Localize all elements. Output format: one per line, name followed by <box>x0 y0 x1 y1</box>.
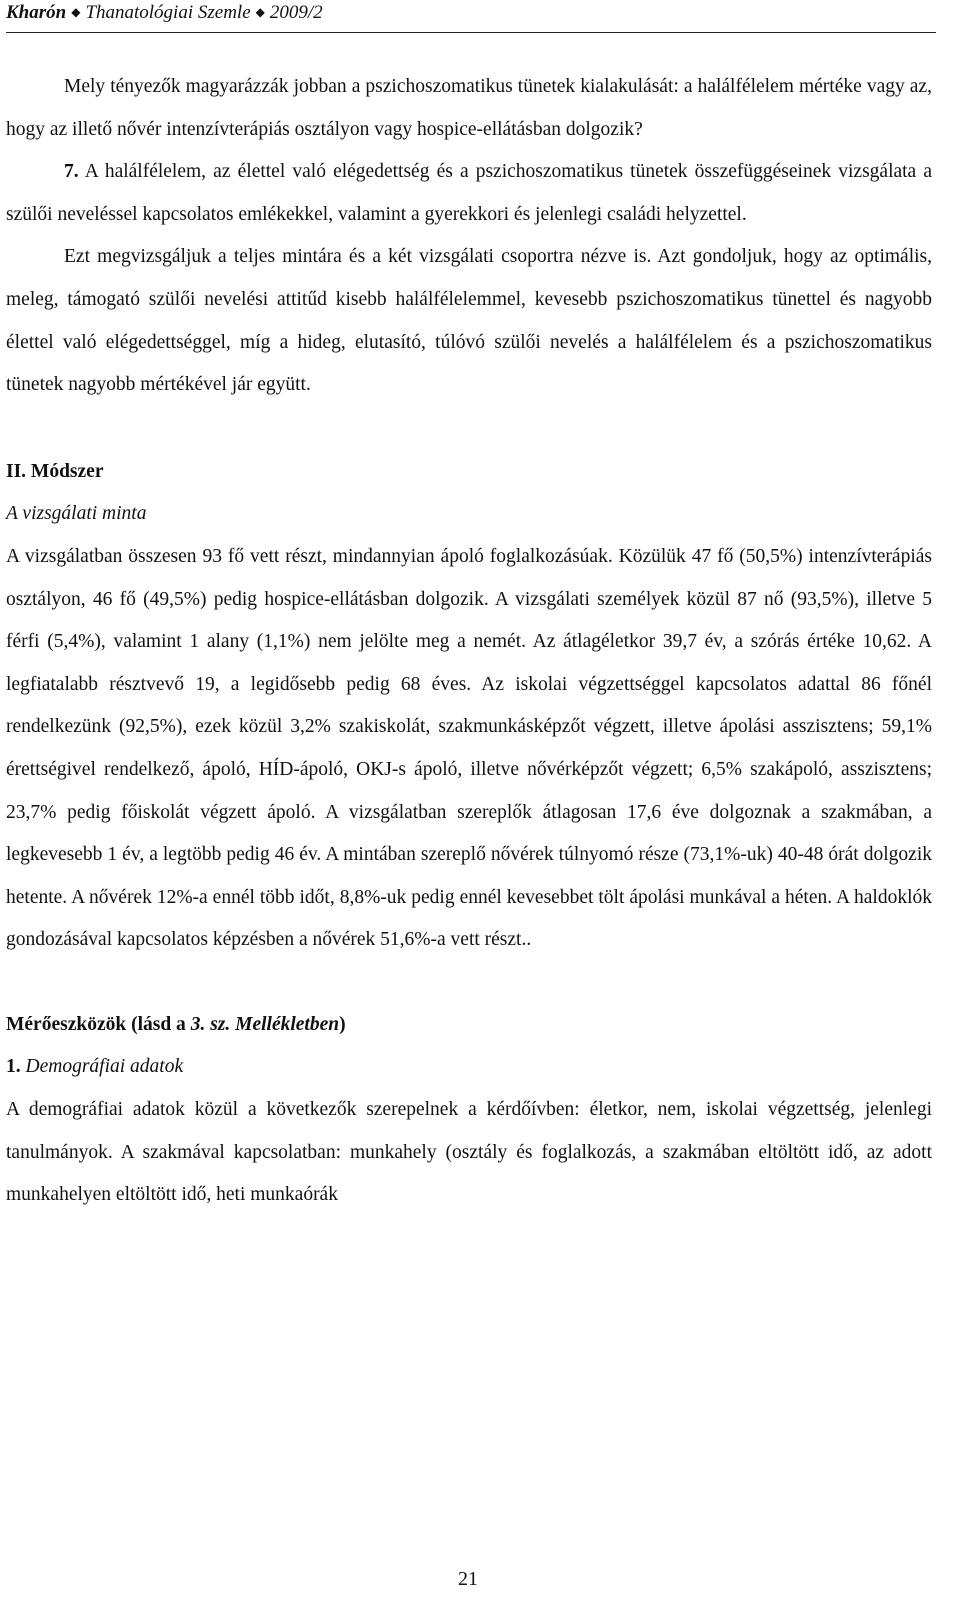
section-spacer <box>6 962 932 1004</box>
paragraph-question-7 <box>6 151 932 236</box>
section-heading-instruments <box>6 1004 932 1047</box>
instruments-heading-appendix: 3. sz. Mellékletben <box>190 1013 340 1035</box>
journal-subtitle: Thanatológiai Szemle <box>85 2 251 23</box>
paragraph-demographics: A demográfiai adatok közül a következők szerepelnek a kérdőívben: életkor, nem, iskolai végzettség, jelenlegi tanulmányok. A szakmával kapcsolatban: munkahely (osztály és foglalkozás, a szakmában eltöltött idő, az adott munkahelyen eltöltött idő, heti munkaórák <box>6 1099 932 1206</box>
diamond-separator-icon: ◆ <box>255 5 265 19</box>
question-number: 7. <box>64 161 79 183</box>
subsection-number: 1. <box>6 1056 21 1078</box>
subheading-demographics <box>6 1046 932 1089</box>
page-number: 21 <box>458 1568 478 1590</box>
subsection-title: Demográfiai adatok <box>25 1056 184 1078</box>
journal-issue: 2009/2 <box>269 2 323 23</box>
diamond-separator-icon: ◆ <box>71 5 81 19</box>
subheading-sample: A vizsgálati minta <box>6 503 147 525</box>
question-7-text: A halálfélelem, az élettel való elégedettség és a pszichoszomatikus tünetek összefüggéseinek vizsgálata a szülői neveléssel kapcsolatos emlékekkel, valamint a gyerekkori és jelenlegi családi helyzettel. <box>6 161 932 225</box>
page-content <box>6 66 932 1217</box>
journal-name: Kharón <box>6 2 67 23</box>
instruments-heading-suffix: ) <box>339 1013 346 1035</box>
paragraph-question-6: Mely tényezők magyarázzák jobban a pszichoszomatikus tünetek kialakulását: a halálfélelem mértéke vagy az, hogy az illető nővér intenzívterápiás osztályon vagy hospice-ellátásban dolgozik? <box>6 76 932 140</box>
paragraph-sample-description: A vizsgálatban összesen 93 fő vett részt, mindannyian ápoló foglalkozásúak. Közülük 47 fő (50,5%) intenzívterápiás osztályon, 46 fő (49,5%) pedig hospice-ellátásban dolgozik. A vizsgálati személyek közül 87 nő (93,5%), illetve 5 férfi (5,4%), valamint 1 alany (1,1%) nem jelölte meg a nemét. Az átlagéletkor 39,7 év, a szórás értéke 10,62. A legfiatalabb résztvevő 19, a legidősebb pedig 68 éves. Az iskolai végzettséggel kapcsolatos adattal 86 főnél rendelkezünk (92,5%), ezek közül 3,2% szakiskolát, szakmunkásképzőt végzett, illetve ápolási asszisztens; 59,1% érettségivel rendelkező, ápoló, HÍD-ápoló, OKJ-s ápoló, illetve nővérképzőt végzett; 6,5% szakápoló, asszisztens; 23,7% pedig főiskolát végzett ápoló. A vizsgálatban szereplők átlagosan 17,6 éve dolgoznak a szakmában, a legkevesebb 1 év, a legtöbb pedig 46 év. A mintában szereplő nővérek túlnyomó része (73,1%-uk) 40-48 órát dolgozik hetente. A nővérek 12%-a ennél több időt, 8,8%-uk pedig ennél kevesebbet tölt ápolási munkával a héten. A haldoklók gondozásával kapcsolatos képzésben a nővérek 51,6%-a vett részt.. <box>6 545 932 951</box>
instruments-heading-prefix: Mérőeszközök (lásd a <box>6 1013 191 1035</box>
paragraph-hypothesis: Ezt megvizsgáljuk a teljes mintára és a két vizsgálati csoportra nézve is. Azt gondoljuk, hogy az optimális, meleg, támogató szülői nevelési attitűd kisebb halálfélelemmel, kevesebb pszichoszomatikus tünettel és nagyobb élettel való elégedettséggel, míg a hideg, elutasító, túlóvó szülői nevelés a halálfélelem és a pszichoszomatikus tünetek nagyobb mértékével jár együtt. <box>6 246 932 396</box>
section-spacer <box>6 407 932 451</box>
section-heading-methods: II. Módszer <box>6 460 104 482</box>
running-header <box>6 0 936 33</box>
